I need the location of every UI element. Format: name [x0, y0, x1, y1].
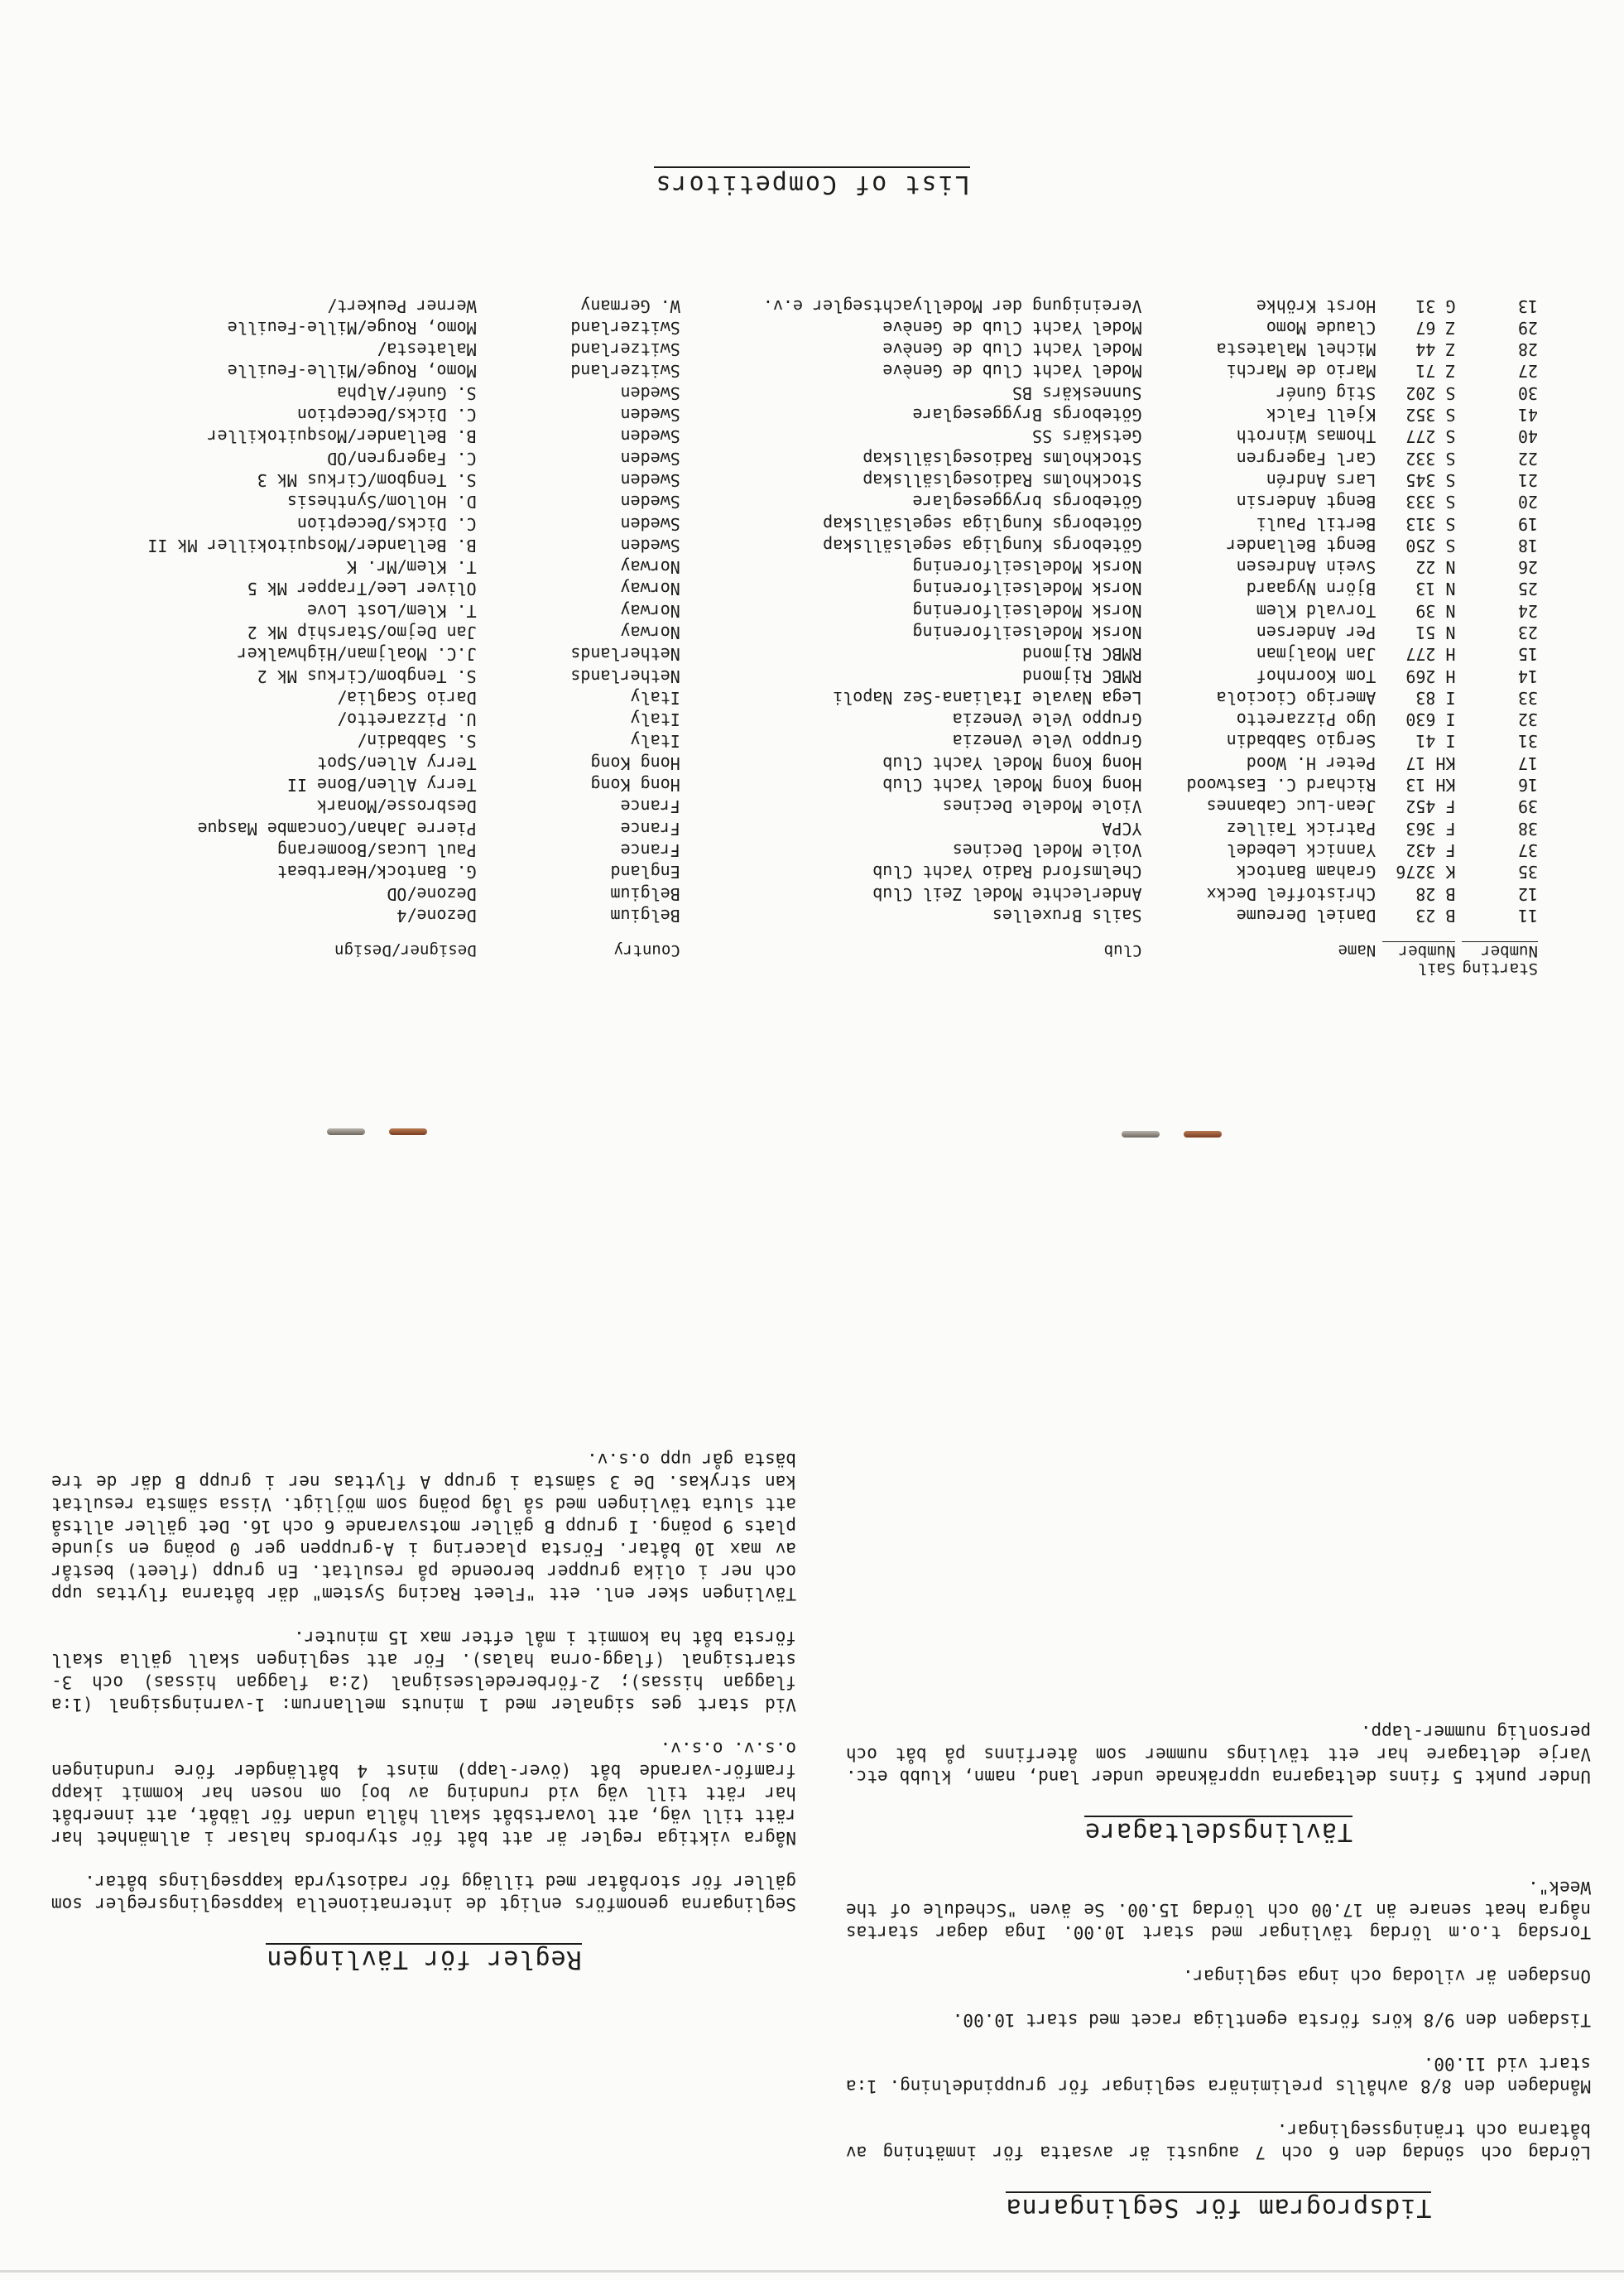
table-row — [68, 665, 1541, 686]
competitor-name: Peter H. Wood — [1246, 753, 1377, 773]
competitor-name: Kjell Falck — [1266, 405, 1377, 426]
competitor-name: Daniel Dereume — [1236, 905, 1377, 926]
country: Norway — [620, 557, 680, 578]
table-row — [68, 426, 1541, 447]
table-row — [68, 600, 1541, 622]
rules-paragraph: Seglingarna genomförs enligt de internationella kappseglingsregler som gäller för storbåtar med tillägg för radiostyrda kappseglings båtar. — [51, 1872, 796, 1914]
competitor-name: Jan Moaljman — [1256, 644, 1377, 665]
program-paragraph: Lördag och söndag den 6 och 7 augusti är avsatta för inmätning av båtarna och träningsseglingar. — [846, 2120, 1591, 2162]
designer-design: Oliver Lee/Trapper Mk 5 — [247, 579, 477, 599]
table-row — [68, 753, 1541, 774]
club-name: Voile Model Decines — [952, 839, 1142, 860]
sail-number: Z 71 — [1415, 361, 1456, 382]
designer-design: S. Gunér/Alpha — [337, 382, 477, 403]
sail-number: KH 13 — [1405, 775, 1456, 796]
starting-number: 31 — [1517, 731, 1538, 752]
country: Netherlands — [570, 666, 680, 686]
club-name: Model Yacht Club de Genève — [882, 317, 1142, 338]
designer-design: Werner Peukert/ — [327, 296, 477, 316]
sail-number: F 432 — [1405, 839, 1456, 860]
starting-number: 17 — [1517, 753, 1538, 773]
sail-number: I 630 — [1405, 709, 1456, 730]
program-paragraph: Måndagen den 8/8 avhålls preliminära seglingar för gruppindelning. 1:a start vid 11.00. — [846, 2054, 1591, 2096]
country: Italy — [630, 687, 680, 708]
table-row — [68, 687, 1541, 709]
sail-number: S 277 — [1405, 426, 1456, 447]
starting-number: 24 — [1517, 600, 1538, 621]
rules-paragraph: Vid start ges signaler med 1 minuts mellanrum: 1-varningsignal (1:a flaggan hissas); 2-förberedelsesignal (2:a flaggan hissas) och 3-startsignal (flagg-orna halas). För att seglingen skall gälla skall första båt ha kommit i mål efter max 15 minuter. — [51, 1628, 796, 1715]
competitor-name: Ugo Pizzaretto — [1236, 709, 1377, 730]
club-name: Göteborgs Kungliga segelsällskap — [823, 513, 1142, 534]
sail-number: S 202 — [1405, 382, 1456, 403]
sail-number: H 277 — [1405, 644, 1456, 665]
club-name: Gruppo Vele Venezia — [952, 731, 1142, 752]
competitor-name: Jean-Luc Cabannes — [1206, 796, 1377, 817]
designer-design: Paul Lucas/Boomerang — [276, 839, 477, 860]
participants-heading: Tävlingsdeltagare — [1083, 1817, 1353, 1846]
club-name: Göteborgs Kungliga segelsällskap — [823, 535, 1142, 556]
competitor-name: Graham Bantock — [1236, 862, 1377, 883]
country: Belgium — [610, 883, 680, 904]
starting-number: 20 — [1517, 492, 1538, 512]
country: Sweden — [620, 405, 680, 426]
club-name: Norsk Modelseilforening — [912, 557, 1142, 578]
sail-number: I 83 — [1415, 687, 1456, 708]
country: Netherlands — [570, 644, 680, 665]
starting-number: 28 — [1517, 339, 1538, 360]
participants-paragraph: Under punkt 5 finns deltagarna uppräknade under land, namn, klubb etc. Varje deltagare har ett tävlings nummer som återfinns på båt och personlig nummer-lapp. — [846, 1722, 1591, 1787]
country: Sweden — [620, 535, 680, 556]
sail-number: N 13 — [1415, 579, 1456, 599]
col-country: Country — [613, 941, 680, 960]
sail-number: S 332 — [1405, 448, 1456, 469]
country: Belgium — [610, 905, 680, 926]
competitor-name: Stig Gunér — [1276, 382, 1377, 403]
competitor-name: Christoffel Deckx — [1206, 883, 1377, 904]
competitor-name: Claude Momo — [1266, 317, 1377, 338]
designer-design: Momo, Rouge/Mille-Feuille — [227, 361, 477, 382]
designer-design: Dario Scaglia/ — [337, 687, 477, 708]
table-row — [68, 469, 1541, 491]
starting-number: 33 — [1517, 687, 1538, 708]
starting-number: 21 — [1517, 469, 1538, 490]
club-name: Göteborgs Bryggeseglare — [912, 405, 1142, 426]
scan-edge — [0, 2270, 1624, 2273]
starting-number: 30 — [1517, 382, 1538, 403]
starting-number: 38 — [1517, 818, 1538, 839]
club-name: Anderlechte Model Zeil Club — [872, 883, 1142, 904]
table-row — [68, 905, 1541, 926]
table-row — [68, 796, 1541, 817]
designer-design: B. Bellander/Mosquitokiller — [207, 426, 477, 447]
club-name: Sails Bruxelles — [992, 905, 1142, 926]
starting-number: 19 — [1517, 513, 1538, 534]
country: England — [610, 862, 680, 883]
sail-number: S 352 — [1405, 405, 1456, 426]
sail-number: S 313 — [1405, 513, 1456, 534]
competitor-name: Carl Fagergren — [1236, 448, 1377, 469]
program-paragraph: Torsdag t.o.m lördag tävlingar med start 10.00. Inga dagar startas några heat senare än 17.00 och lördag 15.00. Se även "Schedule of the Week". — [846, 1878, 1591, 1942]
competitor-name: Lars Andrén — [1266, 469, 1377, 490]
table-row — [68, 578, 1541, 599]
sail-number: B 28 — [1415, 883, 1456, 904]
club-name: RMBC Rijmond — [1021, 644, 1142, 665]
designer-design: C. Dicks/Deception — [296, 513, 477, 534]
col-club: Club — [1103, 941, 1142, 960]
designer-design: S. Tengbom/Cirkus Mk 3 — [257, 469, 477, 490]
designer-design: S. Tengbom/Cirkus Mk 2 — [257, 666, 477, 686]
table-row — [68, 556, 1541, 578]
competitor-name: Yannick Lebedel — [1226, 839, 1377, 860]
designer-design: T. Klem/Mr. K — [347, 557, 477, 578]
designer-design: C. Dicks/Deception — [296, 405, 477, 426]
country: Norway — [620, 600, 680, 621]
starting-number: 14 — [1517, 666, 1538, 686]
designer-design: Dezone/OD — [387, 883, 477, 904]
country: Italy — [630, 731, 680, 752]
sail-number: KH 17 — [1405, 753, 1456, 773]
table-row — [68, 730, 1541, 752]
competitor-name: Svein Andresen — [1236, 557, 1377, 578]
table-row — [68, 512, 1541, 534]
sail-number: K 3276 — [1396, 862, 1456, 883]
col-starting: Starting Number — [1462, 942, 1538, 978]
club-name: Norsk Modelseilforening — [912, 623, 1142, 642]
sail-number: Z 44 — [1415, 339, 1456, 360]
country: Sweden — [620, 382, 680, 403]
table-row — [68, 339, 1541, 360]
table-row — [68, 861, 1541, 883]
designer-design: B. Bellander/Mosquitokiller Mk II — [147, 535, 477, 556]
starting-number: 18 — [1517, 535, 1538, 556]
competitor-name: Thomas Winroth — [1236, 426, 1377, 447]
table-row — [68, 360, 1541, 382]
table-row — [68, 491, 1541, 512]
rules-column — [51, 1426, 796, 2252]
designer-design: C. Fagergren/OD — [327, 448, 477, 469]
club-name: Stockholms Radioseglsällskap — [862, 448, 1142, 469]
designer-design: Malatesta/ — [377, 339, 477, 360]
table-header-row — [68, 926, 1541, 977]
sail-number: G 31 — [1415, 296, 1456, 316]
competitor-name: Mario de Marchi — [1226, 361, 1377, 382]
sail-number: S 333 — [1405, 492, 1456, 512]
table-row — [68, 317, 1541, 339]
competitor-name: Amerigo Ciociola — [1216, 687, 1377, 708]
designer-design: Pierre Jahan/Concambe Masque — [197, 818, 477, 839]
club-name: Göteborgs bryggeseglare — [912, 492, 1142, 512]
starting-number: 16 — [1517, 775, 1538, 796]
starting-number: 23 — [1517, 623, 1538, 642]
competitor-name: Richard C. Eastwood — [1186, 775, 1377, 796]
table-row — [68, 447, 1541, 469]
competitor-list-section — [0, 66, 1624, 1060]
country: France — [620, 796, 680, 817]
club-name: Viole Modele Decines — [942, 796, 1142, 817]
starting-number: 35 — [1517, 862, 1538, 883]
club-name: Norsk Modelseilforening — [912, 579, 1142, 599]
designer-design: J.C. Moaljman/Highwalker — [237, 644, 477, 665]
starting-number: 22 — [1517, 448, 1538, 469]
designer-design: Dezone/4 — [396, 905, 477, 926]
program-paragraph: Tisdagen den 9/8 körs första egentliga racet med start 10.00. — [952, 2010, 1591, 2030]
club-name: Hong Kong Model Yacht Club — [882, 753, 1142, 773]
sail-number: N 22 — [1415, 557, 1456, 578]
country: W. Germany — [580, 296, 680, 316]
sail-number: F 363 — [1405, 818, 1456, 839]
competitor-name: Björn Nygaard — [1246, 579, 1377, 599]
starting-number: 41 — [1517, 405, 1538, 426]
country: Switzerland — [570, 339, 680, 360]
starting-number: 15 — [1517, 644, 1538, 665]
club-name: Stockholms Radioseglsällskap — [862, 469, 1142, 490]
sail-number: S 345 — [1405, 469, 1456, 490]
designer-design: U. Pizzaretto/ — [337, 709, 477, 730]
club-name: Model Yacht Club de Genève — [882, 361, 1142, 382]
club-name: RMBC Rijmond — [1021, 666, 1142, 686]
club-name: Model Yacht Club de Genève — [882, 339, 1142, 360]
sail-number: H 269 — [1405, 666, 1456, 686]
designer-design: D. Hollom/Synthesis — [286, 492, 477, 512]
club-name: Gruppo Vele Venezia — [952, 709, 1142, 730]
country: Switzerland — [570, 361, 680, 382]
country: Sweden — [620, 469, 680, 490]
sail-number: N 51 — [1415, 623, 1456, 642]
starting-number: 37 — [1517, 839, 1538, 860]
designer-design: T. Klem/Lost Love — [306, 600, 477, 621]
starting-number: 29 — [1517, 317, 1538, 338]
club-name: Vereinigung der Modellyachtsegler e.v. — [762, 296, 1142, 316]
country: Sweden — [620, 492, 680, 512]
program-paragraph: Onsdagen är vilodag och inga seglingar. — [1182, 1966, 1591, 1986]
competitor-name: Bertil Pauli — [1256, 513, 1377, 534]
col-sail: Sail Number — [1379, 926, 1458, 977]
country: Norway — [620, 579, 680, 599]
table-row — [68, 774, 1541, 796]
rules-heading: Regler för Tävlingen — [266, 1945, 582, 1974]
table-row — [68, 622, 1541, 643]
table-row — [68, 295, 1541, 316]
country: Italy — [630, 709, 680, 730]
table-row — [68, 818, 1541, 839]
sail-number: N 39 — [1415, 600, 1456, 621]
competitor-name: Michel Malatesta — [1216, 339, 1377, 360]
rules-paragraph: Tävlingen sker enl. ett "Fleet Racing System" där båtarna flyttas upp och ner i olika grupper beroende på resultat. En grupp (fleet) består av max 10 båtar. Första placering i A-gruppen ger 0 poäng en sjunde plats 9 poäng. I grupp B gäller motsvarande 6 och 16. Det gäller alltså att sluta tävlingen med så låg poäng som möjligt. Vissa sämsta resultat kan strykas. De 3 sämsta i grupp A flyttas ner i grupp B där de tre bästa går upp o.s.v. — [51, 1450, 796, 1604]
designer-design: Momo, Rouge/Mille-Feuille — [227, 317, 477, 338]
competitor-name: Per Andersen — [1256, 623, 1377, 642]
col-designer: Designer/Design — [334, 941, 477, 960]
starting-number: 32 — [1517, 709, 1538, 730]
club-name: Norsk Modelseilforening — [912, 600, 1142, 621]
sail-number: S 250 — [1405, 535, 1456, 556]
col-name: Name — [1338, 941, 1377, 960]
designer-design: Terry Allen/Spot — [317, 753, 477, 773]
table-row — [68, 709, 1541, 730]
starting-number: 26 — [1517, 557, 1538, 578]
starting-number: 11 — [1517, 905, 1538, 926]
program-rules-section — [0, 1109, 1624, 2252]
starting-number: 27 — [1517, 361, 1538, 382]
program-column — [846, 1699, 1591, 2252]
starting-number: 12 — [1517, 883, 1538, 904]
table-row — [68, 382, 1541, 404]
club-name: Getskärs SS — [1032, 426, 1142, 447]
country: Norway — [620, 623, 680, 642]
starting-number: 13 — [1517, 296, 1538, 316]
club-name: Lega Navale Italiana-Sez Napoli — [833, 687, 1142, 708]
club-name: YCPA — [1102, 818, 1142, 839]
competitor-name: Bengt Bellander — [1226, 535, 1377, 556]
starting-number: 39 — [1517, 796, 1538, 817]
designer-design: G. Bantock/Heartbeat — [276, 862, 477, 883]
country: Sweden — [620, 513, 680, 534]
country: France — [620, 839, 680, 860]
table-row — [68, 643, 1541, 665]
competitor-name: Tom Koornhof — [1256, 666, 1377, 686]
rules-paragraph: Några viktiga regler är att båt för styrbords halsar i allmänhet har rätt till väg, att lovartsbåt skall hålla undan för läbåt, att innerbåt har rätt till väg vid rundning av boj om nosen har kommit ikapp framför-varande båt (över-lapp) minst 4 båtlängder före rundningen o.s.v. o.s.v. — [51, 1739, 796, 1848]
competitor-name: Horst Kröhke — [1256, 296, 1377, 316]
designer-design: Jan Dejmo/Starship Mk 2 — [247, 623, 477, 642]
sail-number: Z 67 — [1415, 317, 1456, 338]
sail-number: F 452 — [1405, 796, 1456, 817]
designer-design: S. Sabbadin/ — [357, 731, 477, 752]
sail-number: I 41 — [1415, 731, 1456, 752]
designer-design: Desbrosse/Monark — [317, 796, 477, 817]
club-name: Chelmsford Radio Yacht Club — [872, 862, 1142, 883]
country: Hong Kong — [590, 753, 680, 773]
competitor-name: Sergio Sabbadin — [1226, 731, 1377, 752]
program-heading: Tidsprogram för Seglingarna — [1005, 2193, 1432, 2222]
country: France — [620, 818, 680, 839]
table-row — [68, 839, 1541, 861]
competitor-name: Patrick Taillez — [1226, 818, 1377, 839]
club-name: Sunneskärs BS — [1011, 382, 1142, 403]
table-row — [68, 404, 1541, 426]
starting-number: 40 — [1517, 426, 1538, 447]
country: Sweden — [620, 426, 680, 447]
table-row — [68, 535, 1541, 556]
competitor-name: Bengt Andersin — [1236, 492, 1377, 512]
club-name: Hong Kong Model Yacht Club — [882, 775, 1142, 796]
competitor-table — [68, 295, 1541, 977]
country: Switzerland — [570, 317, 680, 338]
table-row — [68, 883, 1541, 904]
list-title: List of Competitors — [0, 170, 1624, 199]
sail-number: B 23 — [1415, 905, 1456, 926]
country: Hong Kong — [590, 775, 680, 796]
starting-number: 25 — [1517, 579, 1538, 599]
country: Sweden — [620, 448, 680, 469]
competitor-name: Torvald Klem — [1256, 600, 1377, 621]
designer-design: Terry Allen/Bone II — [286, 775, 477, 796]
competitor-rows — [68, 295, 1541, 926]
